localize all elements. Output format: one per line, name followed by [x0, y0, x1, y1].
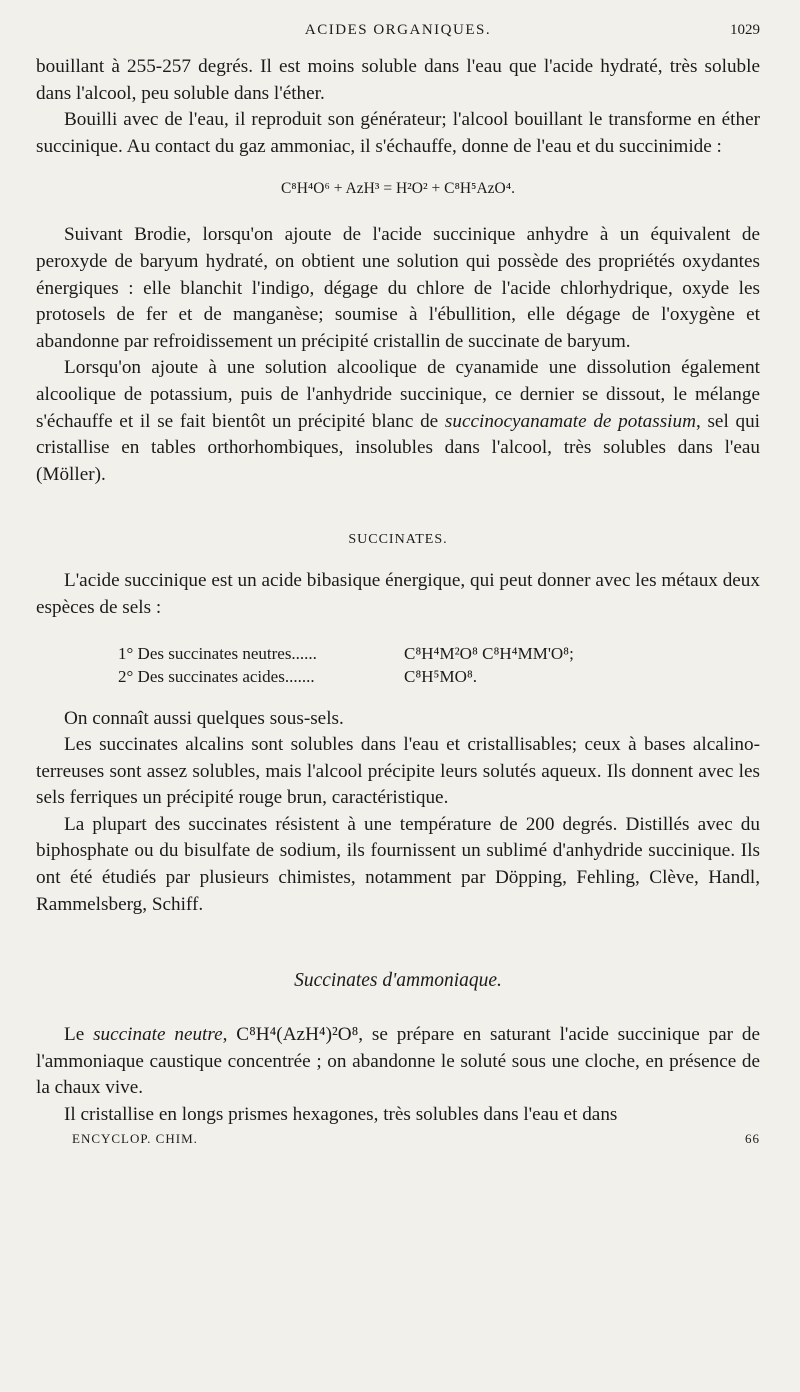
footer-signature: ENCYCLOP. CHIM.	[72, 1130, 198, 1146]
list-item-label: 1° Des succinates neutres......	[118, 643, 317, 663]
list-item	[36, 665, 760, 688]
list-item	[36, 642, 760, 665]
paragraph-9-text-b: , C⁸H⁴(AzH⁴)²O⁸, se prépare en saturant l'acide succinique par de l'ammoniaque caustique concentrée ; on abandonne le soluté sous une cloche, en présence de la chaux vive.	[36, 1024, 760, 1099]
paragraph-7: Les succinates alcalins sont solubles dans l'eau et cristallisables; ceux à bases alcalino-terreuses sont assez solubles, mais l'alcool précipite leurs solutés aqueux. Ils donnent avec les sels ferriques un précipité rouge brun, caractéristique.	[36, 734, 760, 809]
paragraph-4-text-b: , sel qui cristallise en tables orthorhombiques, insolubles dans l'alcool, très solubles dans l'eau (Möller).	[36, 410, 760, 485]
paragraph-4-text-a: Lorsqu'on ajoute à une solution alcoolique de cyanamide une dissolution également alcoolique de potassium, puis de l'anhydride succinique, ce dernier se dissout, le mélange s'échauffe et il se fait bientôt un précipité blanc de	[36, 357, 760, 432]
paragraph-1: bouillant à 255-257 degrés. Il est moins soluble dans l'eau que l'acide hydraté, très soluble dans l'alcool, peu soluble dans l'éther.	[36, 56, 760, 104]
paragraph-9-text-a: Le	[64, 1024, 94, 1046]
list-item-formula: C⁸H⁴M²O⁸ C⁸H⁴MM'O⁸;	[404, 643, 574, 663]
paragraph-6: On connaît aussi quelques sous-sels.	[64, 707, 344, 729]
running-header	[36, 18, 760, 54]
footer-sheet-number: 66	[745, 1130, 760, 1146]
paragraph-4	[36, 355, 760, 488]
paragraph-9-italic: succinate neutre	[93, 1024, 223, 1046]
section-title: SUCCINATES.	[348, 532, 448, 548]
reaction-formula: C⁸H⁴O⁶ + AzH³ = H²O² + C⁸H⁵AzO⁴.	[280, 180, 516, 198]
header-title: ACIDES ORGANIQUES.	[304, 22, 492, 38]
paragraph-5: L'acide succinique est un acide bibasique énergique, qui peut donner avec les métaux deux espèces de sels :	[36, 570, 760, 618]
list-item-label: 2° Des succinates acides.......	[118, 666, 315, 686]
paragraph-9	[36, 1022, 760, 1102]
subsection-title: Succinates d'ammoniaque.	[294, 970, 502, 992]
page-footer	[36, 1131, 760, 1147]
salt-types-list	[36, 642, 760, 688]
paragraph-4-italic: succinocyanamate de potassium	[444, 410, 696, 432]
page-number: 1029	[730, 22, 760, 38]
list-item-formula: C⁸H⁵MO⁸.	[404, 666, 478, 686]
paragraph-3: Suivant Brodie, lorsqu'on ajoute de l'acide succinique anhydre à un équivalent de peroxyde de baryum hydraté, on obtient une solution qui possède des propriétés oxydantes énergiques : elle blanchit l'indigo, dégage du chlore de l'acide chlorhydrique, oxyde les protosels de fer et de manganèse; soumise à l'ébullition, elle dégage de l'oxygène et abandonne par refroidissement un précipité cristallin de succinate de baryum.	[36, 224, 760, 352]
paragraph-2: Bouilli avec de l'eau, il reproduit son générateur; l'alcool bouillant le transforme en éther succinique. Au contact du gaz ammoniac, il s'échauffe, donne de l'eau et du succinimide :	[36, 109, 760, 157]
paragraph-8: La plupart des succinates résistent à une température de 200 degrés. Distillés avec du biphosphate ou du bisulfate de sodium, ils fournissent un sublimé d'anhydride succinique. Ils ont été étudiés par plusieurs chimistes, notamment par Döpping, Fehling, Clève, Handl, Rammelsberg, Schiff.	[36, 813, 760, 915]
paragraph-10: Il cristallise en longs prismes hexagones, très solubles dans l'eau et dans	[64, 1104, 618, 1126]
